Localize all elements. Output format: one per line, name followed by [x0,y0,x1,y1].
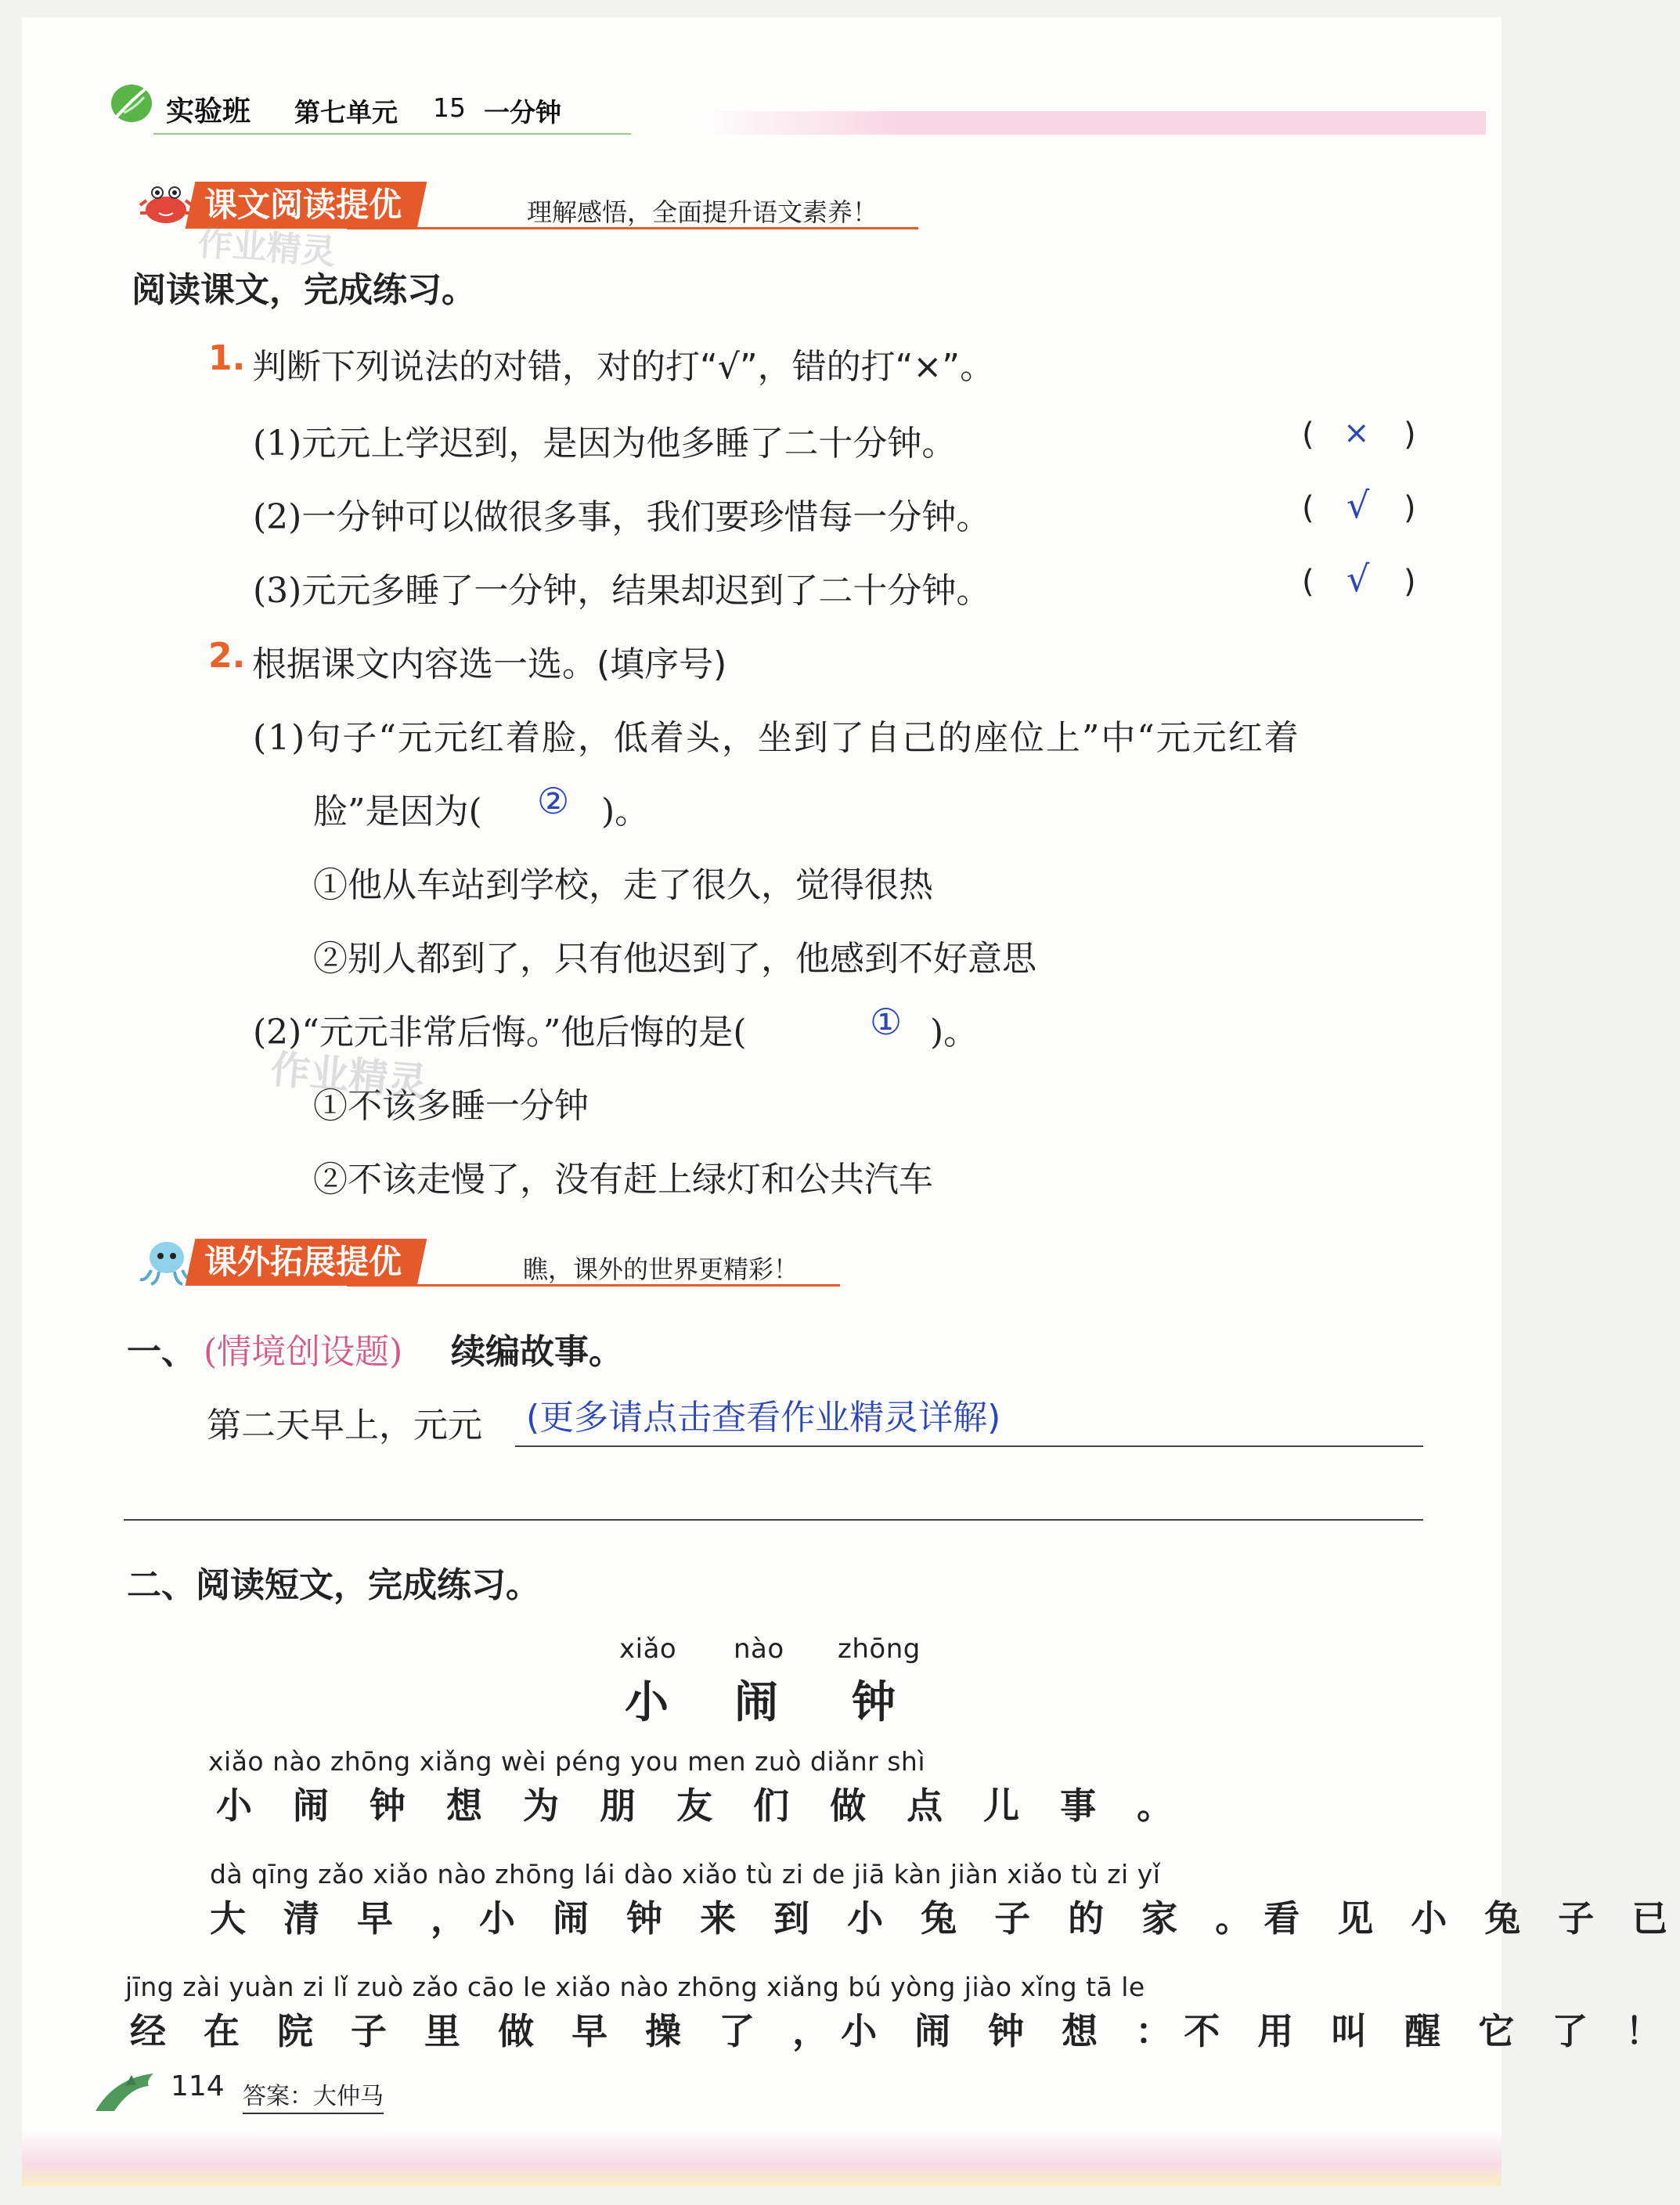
story-title-char-3: 钟 [852,1677,896,1728]
q2-sub1-line2b: )。 [601,792,650,832]
story-line-3-pinyin: jīng zài yuàn zi lǐ zuò zǎo cāo le xiǎo nào zhōng xiǎng bú yòng jiào xǐng tā le [125,1972,1145,2002]
q1-text: 判断下列说法的对错，对的打“√”，错的打“×”。 [252,347,995,387]
story-line-2-pinyin: dà qīng zǎo xiǎo nào zhōng lái dào xiǎo tù zi de jiā kàn jiàn xiǎo tù zi yǐ [210,1859,1161,1889]
part1-text: 续编故事。 [451,1332,623,1372]
header-lesson-number: 15 [433,92,466,123]
q2-sub2-line-b: )。 [930,1012,979,1052]
answer-line-1 [515,1445,1423,1447]
story-title-pinyin-1: xiǎo [619,1633,677,1665]
part1-tag: (情境创设题) [204,1332,403,1372]
q1-item-2-open: ( [1302,490,1314,526]
footer-decor-band [22,2131,1502,2186]
answer-line-2 [124,1519,1423,1521]
q2-sub2-option-1: ①不该多睡一分钟 [313,1086,589,1126]
section-banner-extension-underline [347,1284,840,1287]
q1-item-2: (2)一分钟可以做很多事，我们要珍惜每一分钟。 [253,497,991,537]
header-brand: 实验班 [166,96,251,128]
q1-item-3-open: ( [1302,564,1314,600]
q2-sub2-line-a: (2)“元元非常后悔。”他后悔的是( [253,1012,747,1052]
section-banner-reading-label: 课文阅读提优 [186,182,427,229]
story-title-char-2: 闹 [734,1677,778,1728]
section-banner-extension [135,1239,840,1286]
watermark: 作业精灵 [269,1046,429,1106]
q1-item-3-close: ) [1404,564,1416,600]
section-banner-reading-slogan: 理解感悟，全面提升语文素养！ [527,197,878,227]
story-title-pinyin-3: zhōng [838,1633,921,1665]
workbook-page [22,17,1680,2186]
q1-item-1-open: ( [1302,417,1314,453]
q1-item-1-answer[interactable]: × [1343,415,1370,451]
section-banner-extension-slogan: 瞧，课外的世界更精彩！ [523,1254,799,1284]
q2-sub1-option-1: ①他从车站到学校，走了很久，觉得很热 [313,865,933,905]
q2-sub1-line2a: 脸”是因为( [313,792,482,832]
reading-instruction: 阅读课文，完成练习。 [132,270,476,310]
page-number: 114 [171,2070,225,2102]
section-banner-extension-label: 课外拓展提优 [186,1239,427,1286]
story-title-char-1: 小 [625,1677,669,1728]
q2-number: 2. [208,636,246,676]
q2-sub1-answer[interactable]: ② [537,780,570,822]
q1-item-3: (3)元元多睡了一分钟，结果却迟到了二十分钟。 [253,571,991,611]
watermark: 作业精灵 [196,222,337,273]
story-line-2: 大 清 早 ，小 闹 钟 来 到 小 兔 子 的 家 。看 见 小 兔 子 已 [210,1897,1680,1940]
story-line-1: 小 闹 钟 想 为 朋 友 们 做 点 儿 事 。 [216,1785,1188,1827]
q2-sub2-answer[interactable]: ① [870,1001,903,1043]
part1-number: 一、 [127,1332,196,1372]
footer-answer-label: 答案：大仲马 [243,2077,384,2114]
part1-prompt: 第二天早上，元元 [207,1406,482,1445]
story-line-3: 经 在 院 子 里 做 早 操 了 ，小 闹 钟 想 ：不 用 叫 醒 它 了 ！ [130,2010,1675,2052]
story-title-pinyin-2: nào [734,1633,784,1665]
q1-number: 1. [208,338,246,378]
q1-item-2-answer[interactable]: √ [1347,484,1370,526]
q2-sub1-option-2: ②别人都到了，只有他迟到了，他感到不好意思 [313,939,1036,979]
leaf-logo-icon [108,77,155,127]
header-decor-band [703,111,1486,135]
part1-answer[interactable]: (更多请点击查看作业精灵详解) [526,1398,1001,1438]
header-unit: 第七单元 [294,97,398,128]
q1-item-3-answer[interactable]: √ [1347,558,1370,600]
q1-item-1-close: ) [1404,417,1416,453]
dolphin-icon [91,2062,169,2117]
q1-item-2-close: ) [1404,490,1416,526]
section-banner-reading-underline [347,227,918,229]
q2-text: 根据课文内容选一选。(填序号) [252,644,727,684]
header-underline [153,133,631,135]
story-line-1-pinyin: xiǎo nào zhōng xiǎng wèi péng you men zuò diǎnr shì [208,1746,926,1777]
part2-title: 二、阅读短文，完成练习。 [127,1565,540,1605]
header-lesson-title: 一分钟 [484,97,561,128]
q1-item-1: (1)元元上学迟到，是因为他多睡了二十分钟。 [253,424,957,464]
q2-sub2-option-2: ②不该走慢了，没有赶上绿灯和公共汽车 [313,1160,933,1200]
q2-sub1-line1: (1)句子“元元红着脸，低着头，坐到了自己的座位上”中“元元红着 [253,718,1300,758]
